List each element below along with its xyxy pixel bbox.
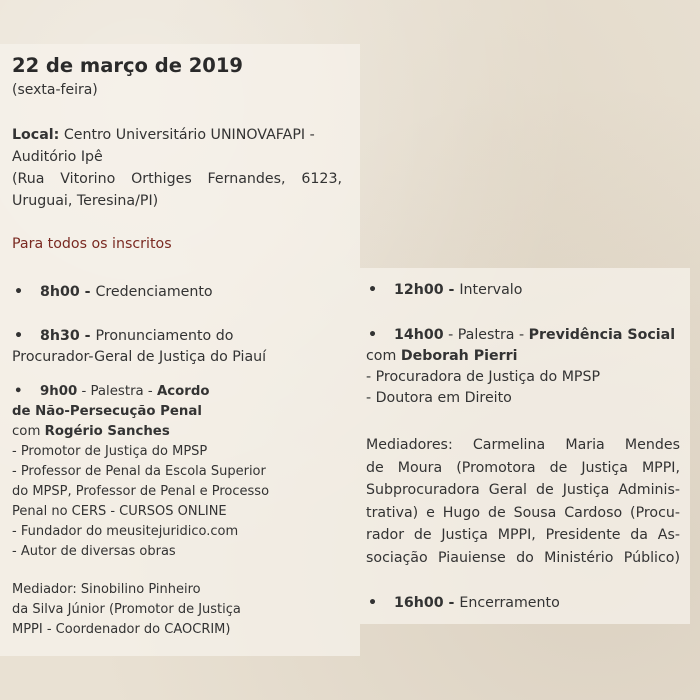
- credit-line: do MPSP, Professor de Penal e Processo: [12, 484, 270, 499]
- talk-title-1: Acordo: [156, 384, 210, 399]
- venue-hall: Auditório Ipê: [12, 149, 103, 165]
- mediator-block-2: [366, 434, 680, 569]
- speaker-credits-1: [12, 442, 269, 562]
- mediator-line: rador de Justiça MPPI, Presidente da As-: [366, 527, 680, 543]
- mediator-line: Mediador: Sinobilino Pinheiro: [12, 582, 201, 597]
- mediator-block-1: [12, 580, 241, 640]
- schedule-item-intervalo: • 12h00 - Intervalo: [366, 280, 522, 301]
- venue-address-line2: Uruguai, Teresina/PI): [12, 193, 159, 209]
- credit-line: - Doutora em Direito: [366, 390, 512, 406]
- venue-label: Local:: [12, 127, 60, 143]
- schedule-item-pronunciamento: • 8h30 - Pronunciamento do Procurador-Geral de Justiça do Piauí: [12, 328, 267, 365]
- credit-line: - Promotor de Justiça do MPSP: [12, 444, 208, 459]
- bullet-icon: •: [14, 328, 24, 344]
- schedule-item-palestra-2: • 14h00 - Palestra - Previdência Social com Deborah Pierri - Procuradora de Justiça do MPSP - Doutora em Direito: [366, 325, 675, 409]
- venue-address-line1: (Rua Vitorino Orthiges Fernandes, 6123,: [12, 171, 342, 187]
- mediator-line: da Silva Júnior (Promotor de Justiça: [12, 602, 241, 617]
- schedule-item-palestra-1: • 9h00 - Palestra - Acordo de Não-Persecução Penal com Rogério Sanches: [12, 384, 210, 439]
- credit-line: - Fundador do meusitejuridico.com: [12, 524, 239, 539]
- credit-line: Penal no CERS - CURSOS ONLINE: [12, 504, 227, 519]
- event-weekday: (sexta-feira): [12, 82, 98, 98]
- mediator-line: sociação Piauiense do Ministério Público): [366, 549, 680, 566]
- venue-block: [12, 124, 342, 212]
- mediator-line: de Moura (Promotora de Justiça MPPI,: [366, 459, 680, 476]
- credit-line: - Autor de diversas obras: [12, 544, 176, 559]
- mediator-line: Subprocuradora Geral de Justiça Adminis-: [366, 482, 680, 498]
- bullet-icon: •: [368, 282, 378, 298]
- credit-line: - Professor de Penal da Escola Superior: [12, 464, 266, 479]
- audience-label: Para todos os inscritos: [12, 236, 172, 252]
- credit-line: - Procuradora de Justiça do MPSP: [366, 369, 601, 385]
- bullet-icon: •: [368, 595, 378, 611]
- schedule-item-credenciamento: • 8h00 - Credenciamento: [12, 282, 213, 303]
- mediator-line: MPPI - Coordenador do CAOCRIM): [12, 622, 231, 637]
- mediator-line: trativa) e Hugo de Sousa Cardoso (Procu-: [366, 504, 680, 521]
- venue-name: Centro Universitário UNINOVAFAPI -: [63, 127, 315, 143]
- bullet-icon: •: [14, 284, 24, 300]
- bullet-icon: •: [14, 384, 23, 399]
- speaker-name: Rogério Sanches: [44, 424, 170, 439]
- talk-title-2: de Não-Persecução Penal: [12, 404, 202, 419]
- event-date: 22 de março de 2019: [12, 54, 243, 77]
- bullet-icon: •: [368, 327, 378, 343]
- talk-title: Previdência Social: [528, 327, 676, 343]
- speaker-name: Deborah Pierri: [400, 348, 518, 364]
- mediator-line: Mediadores: Carmelina Maria Mendes: [366, 437, 680, 453]
- schedule-item-encerramento: • 16h00 - Encerramento: [366, 593, 560, 614]
